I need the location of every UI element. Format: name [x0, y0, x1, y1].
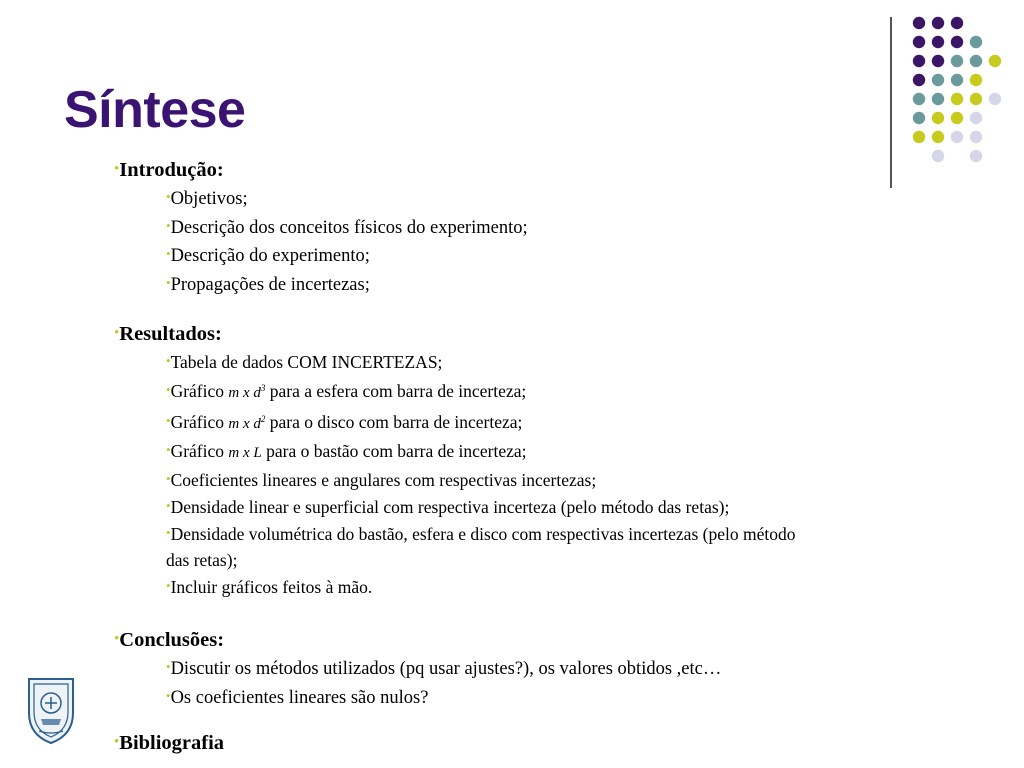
list-item-text: para o disco com barra de incerteza;: [269, 412, 523, 432]
slide-body: [114, 155, 974, 757]
bullet-icon: •: [166, 525, 171, 540]
bullet-icon: •: [114, 631, 120, 647]
section-conclusions: [114, 625, 974, 711]
bullet-icon: •: [166, 353, 171, 368]
bullet-icon: •: [166, 246, 171, 261]
list-item: [114, 573, 974, 600]
bullet-icon: •: [166, 578, 171, 593]
section-introduction: [114, 155, 974, 298]
bullet-icon: •: [166, 471, 171, 486]
bullet-icon: •: [166, 382, 171, 397]
conclusions-list: [114, 654, 974, 711]
university-seal-icon: [25, 673, 77, 745]
list-item-text: Coeficientes lineares e angulares com respectivas incertezas;: [170, 470, 597, 490]
list-item: [114, 520, 974, 547]
section-bibliography: [114, 728, 974, 757]
section-heading: Introdução:: [119, 159, 224, 181]
graph-prefix: Gráfico: [170, 441, 225, 461]
spacer: [114, 298, 974, 319]
graph-prefix: Gráfico: [170, 381, 225, 401]
list-item-text: Discutir os métodos utilizados (pq usar ajustes?), os valores obtidos ,etc…: [170, 659, 722, 679]
bullet-icon: •: [166, 217, 171, 233]
bullet-icon: •: [114, 325, 120, 341]
intro-list: [114, 184, 974, 298]
bullet-icon: •: [114, 734, 120, 750]
bullet-icon: •: [166, 687, 171, 703]
list-item: [114, 213, 974, 242]
list-item: [114, 466, 974, 493]
section-heading: Resultados:: [119, 323, 222, 345]
list-item: [114, 270, 974, 299]
list-item-text: Descrição dos conceitos físicos do experimento;: [170, 217, 528, 238]
list-item: [114, 493, 974, 520]
bullet-icon: •: [166, 498, 171, 513]
section-heading: Bibliografia: [119, 732, 225, 754]
section-results: [114, 319, 974, 600]
bullet-icon: •: [114, 161, 120, 177]
results-list: [114, 348, 974, 600]
list-item-text: Objetivos;: [170, 189, 248, 209]
bullet-icon: •: [166, 442, 171, 457]
bullet-icon: •: [166, 189, 171, 204]
graph-prefix: Gráfico: [170, 412, 225, 432]
list-item-text: para a esfera com barra de incerteza;: [269, 381, 527, 401]
math-symbol: m x $d^3$: [228, 383, 266, 401]
math-symbol: m x $d^2$: [228, 414, 266, 432]
list-item: [114, 437, 974, 466]
list-item: [114, 654, 974, 683]
list-item: [114, 241, 974, 270]
list-item-text: Tabela de dados COM INCERTEZAS;: [170, 352, 443, 372]
list-item-text: Descrição do experimento;: [170, 246, 370, 266]
slide-title: Síntese: [64, 81, 246, 139]
list-item-text: das retas);: [166, 550, 238, 570]
list-item-text: Os coeficientes lineares são nulos?: [170, 687, 429, 708]
list-item: [114, 406, 974, 437]
list-item-text: para o bastão com barra de incerteza;: [266, 441, 527, 461]
list-item: [114, 683, 974, 712]
list-item-text: Propagações de incertezas;: [170, 274, 370, 295]
list-item-continuation: [114, 547, 974, 573]
spacer: [114, 600, 974, 625]
math-symbol: m x L: [228, 445, 262, 461]
list-item-text: Densidade linear e superficial com respectiva incerteza (pelo método das retas);: [170, 497, 730, 517]
section-heading: Conclusões:: [119, 629, 225, 651]
list-item: [114, 348, 974, 375]
list-item-text: Incluir gráficos feitos à mão.: [170, 577, 373, 597]
bullet-icon: •: [166, 274, 171, 290]
spacer: [114, 711, 974, 728]
list-item-text: Densidade volumétrica do bastão, esfera e disco com respectivas incertezas (pelo método: [170, 524, 796, 544]
bullet-icon: •: [166, 413, 171, 428]
list-item: [114, 184, 974, 213]
list-item: [114, 375, 974, 406]
bullet-icon: •: [166, 659, 171, 674]
